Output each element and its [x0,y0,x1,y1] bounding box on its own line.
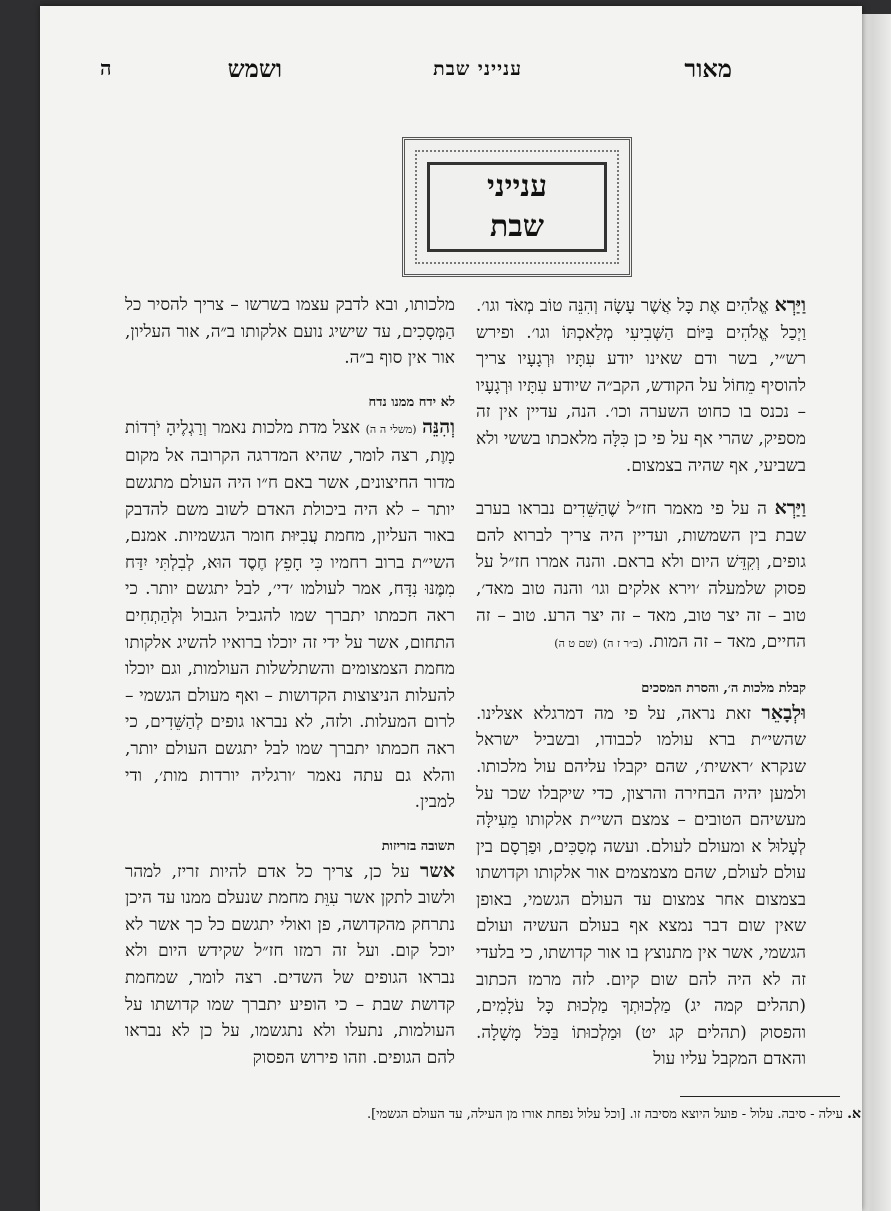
source-reference: (משלי ה ה) [365,422,417,436]
footnote-rule [680,1096,840,1097]
footnote-mark: א. [847,1106,861,1122]
footnote-text: עילה - סיבה. עלול - פועל היוצא מסיבה זו. [וכל עלול נפחת אורו מן העילה, עד העולם הגשמי]. [366,1107,843,1122]
page-edge [860,14,891,1211]
paragraph-text: ה על פי מאמר חז״ל שֶׁהַשֵּׁדִים נבראו בערב שבת בין השמשות, ועדיין היה צריך לברוא להם גופים, וְקִדֵּשׁ היום ולא בראם. והנה אמרו חז״ל על פסוק שלמעלה ׳וירא אלקים וגו׳ והנה טוב מאד׳, טוב – זה יצר טוב, מאד – זה יצר הרע. טוב – זה החיים, מאד – זה המות. [476,499,806,653]
paragraph-lead-word: וַיַּרְא [774,294,806,316]
section-heading: תשובה בזריזות [381,838,455,854]
source-reference: (שם ט ה) [554,637,598,651]
paragraph-text: אצל מדת מלכות נאמר וְרַגְלֶיהָ יֹרְדוֹת מָוֶת, רצה לומר, שהיא המדרגה הקרובה אל מקום מדור החיצונים, אשר באם ח״ו היה העולם מתגשם יותר – לא היה ביכולת האדם לשוב משם להדבק באור העליון, מחמת עֲבִיּוּת חומר הגשמיות. אמנם, השי״ת ברוב רחמיו כִּי חָפֵץ חֶסֶד הוּא, לְבִלְתִּי יִדַּח מִמֶּנּוּ נִדָּח, אמר לעולמו ׳די׳, לבל יתגשם יותר. כי ראה חכמתו יתברך שמו להגביל הגבול וּלְהַתְחִים התחום, אשר על ידי זה יוכלו ברואיו להשיג אלקותו מחמת הצמצומים והשתלשלות העולמות, וגם יוכלו להעלות הניצוצות הקדושות – ואף מעולם הגשמי – לרום המעלות. ולזה, לא נבראו גופים לְהַשֵּׁדִים, כי ראה חכמתו יתברך שמו לבל יתגשם העולם יותר, והלא גם עתה נאמר ׳ורגליה יורדות מות׳, ודי למבין. [125,417,455,813]
paragraph [476,495,806,658]
running-head [100,54,742,94]
paragraph-text: מלכותו, ובא לדבק עצמו בשרשו – צריך להסיר כל הַמְּסָכִים, עד שישיג נועם אלקותו ב״ה, אור העליון, אור אין סוף ב״ה. [125,295,455,369]
left-column [125,292,455,1087]
right-column [476,292,806,1089]
paragraph [125,292,455,372]
chapter-title-line1: ענייני [486,169,548,204]
paragraph-lead-word: וְהִנֵּה [422,415,456,438]
paragraph-text: זאת נראה, על פי מה דמרגלא אצלינו. שהשי״ת ברא עולמו לכבודו, ובשביל ישראל שנקרא ׳ראשית׳, שהם יקבלו עליהם עול מלכותו. ולמען יהיה הבחירה והרצון, כדי שיקבלו שכר על מעשיהם הטובים – צמצם השי״ת אלקותו מֵעִילָּה לְעָלוּל א ומעולם לעולם. ועשה מְסַכִּים, וּפַרְסָם בין עולם לעולם, שהם מצמצמים אור אלקותו וקדושתו בצמצום אחר צמצום עד העולם הגשמי, באופן שאין שום דבר נמצא אף בעולם העשיה ועולם הגשמי, אשר אין מתנוצץ בו אור קדושתו, כי בלעדי זה לא היה להם שום קיום. לזה מרמז הכתוב (תהלים קמה יג) מַלְכוּתְךָ מַלְכוּת כָּל עֹלָמִים, והפסוק (תהלים קג יט) וּמַלְכוּתוֹ בַּכֹּל מָשָׁלָה. והאדם המקבל עליו עול [476,703,806,1070]
footnote [141,1106,861,1123]
section-heading: קבלת מלכות ה׳, והסרת המסכים [641,680,806,696]
source-reference: (ב״ר ז ה) [602,637,643,651]
title-frame-dotted [415,150,619,264]
running-head-book: מאור [684,54,732,83]
paragraph [476,700,806,1073]
section-heading: לא ידח ממנו נדח [368,394,455,410]
paragraph-lead-word: אשר [420,859,456,882]
running-head-book2: ושמש [227,54,282,83]
paragraph-lead-word: וּלְבָאֵר [761,701,806,724]
title-frame-inner [427,162,607,252]
paragraph [125,414,455,816]
chapter-title-line2: שבת [490,209,544,244]
paragraph-lead-word: וַיַּרְא [774,497,806,520]
paragraph-text: אֱלֹהִים אֶת כָּל אֲשֶׁר עָשָׂה וְהִנֵּה טוֹב מְאֹד וגו׳. וַיְכַל אֱלֹהִים בַּיּוֹם הַשְּׁבִיעִי מְלַאכְתּוֹ וגו׳. ופירש רש״י, בשר ודם שאינו יודע עִתָּיו וּרְגָעָיו צריך להוסיף מֵחוֹל על הקודש, הקב״ה שיודע עִתָּיו וּרְגָעָיו – נכנס בו כחוט השערה וכו׳. הנה, עדיין אין זה מספיק, שהרי אף על פי כן כִּלָּה מלאכתו בששי ולא בשביעי, אף שהיה בצמצום. [476,296,806,476]
paragraph-text: על כן, צריך כל אדם להיות זריז, למהר ולשוב לתקן אשר עִוֵּת מחמת שנעלם ממנו עד היכן נתרחק מהקדושה, פן ואולי יתגשם כל כך אשר לא יוכל קום. ועל זה רמזו חז״ל שקידש היום ולא נבראו הגופים של השדים. רצה לומר, שמחמת קדושת שבת – כי הופיע יתברך שמו קדושתו על העולמות, נתעלו ולא נתגשמו, על כן לא נבראו להם הגופים. וזהו פירוש הפסוק [125,861,455,1068]
running-head-section: ענייני שבת [433,58,522,80]
page-number: ה [100,56,112,80]
paragraph [476,292,806,479]
paragraph [125,858,455,1072]
chapter-title-box [402,137,632,277]
